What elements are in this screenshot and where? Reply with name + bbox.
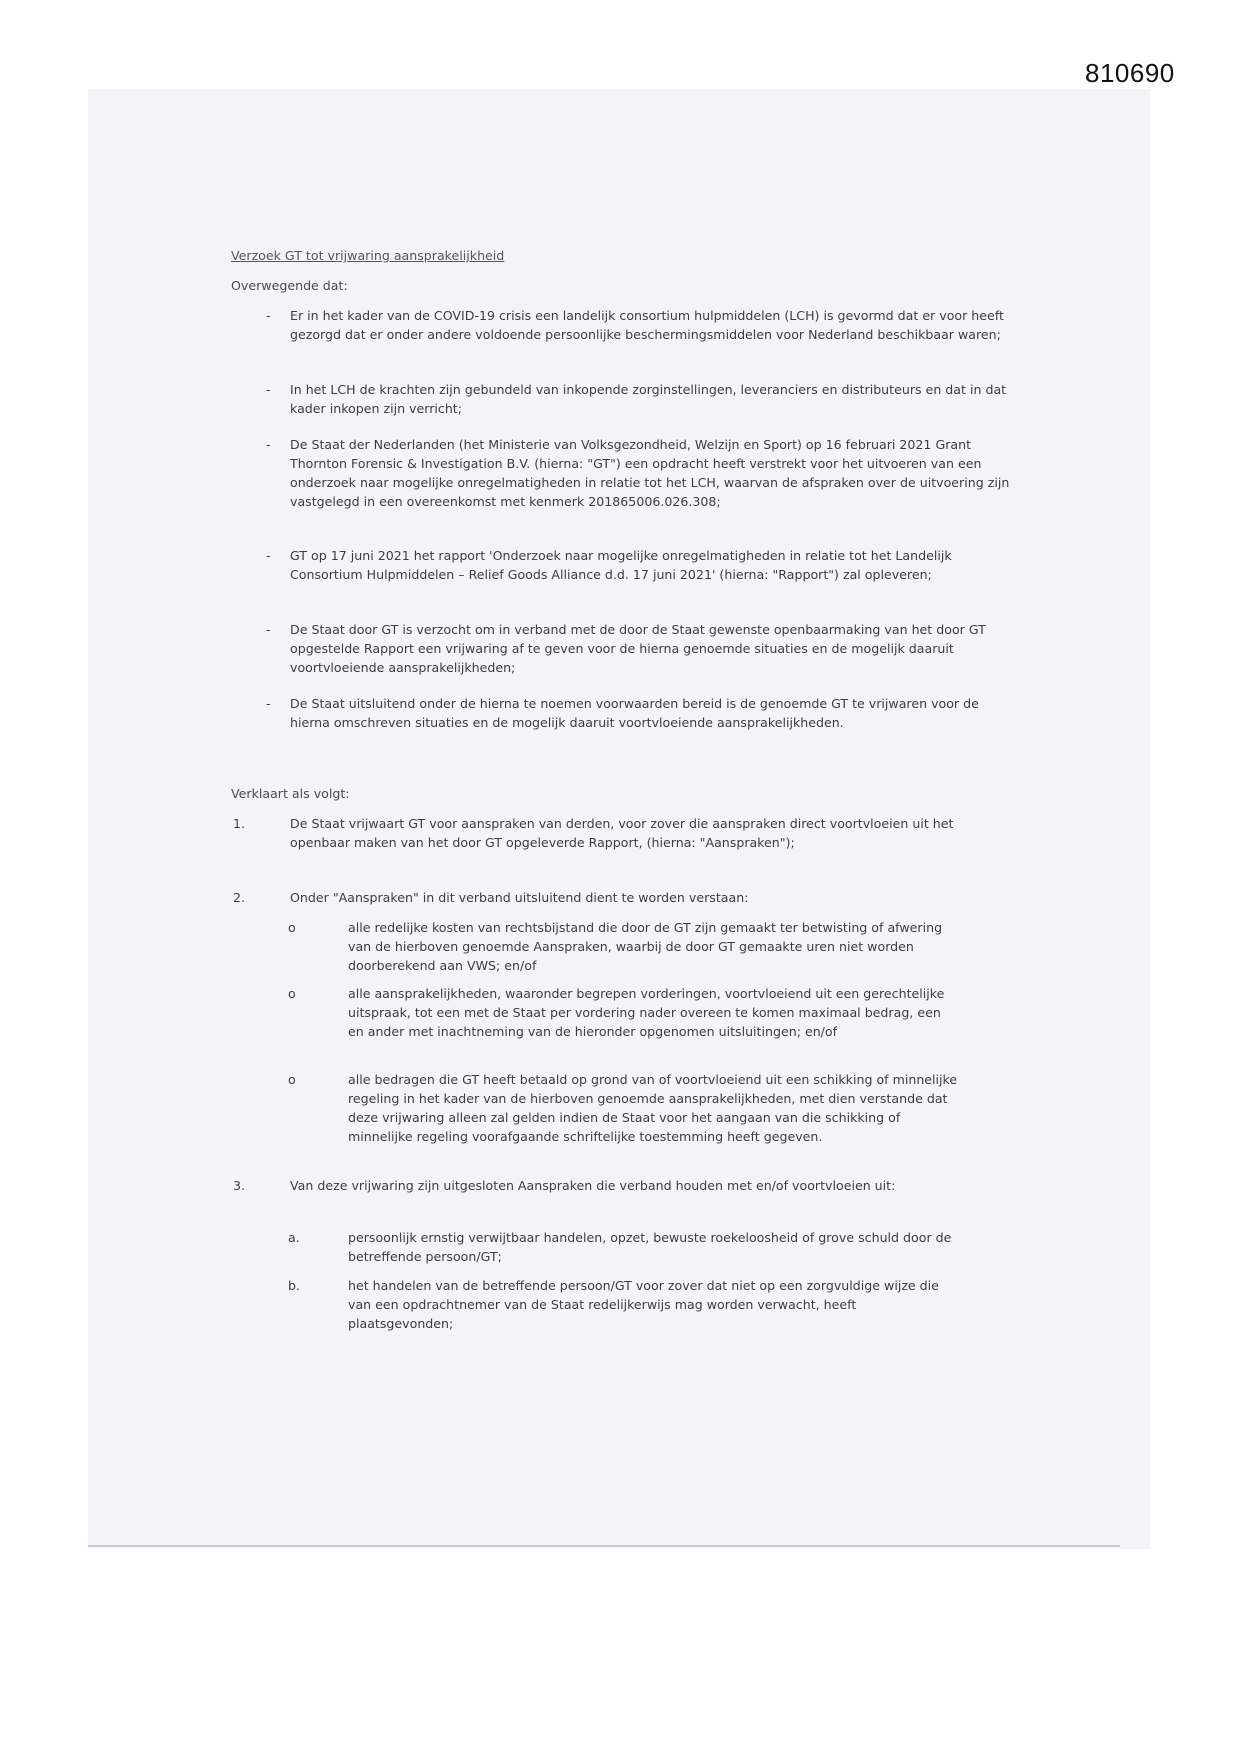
claim-subitem <box>288 918 960 975</box>
claim-subitem <box>288 1070 960 1146</box>
subitem-text: alle redelijke kosten van rechtsbijstand die door de GT zijn gemaakt ter betwisting of afwering van de hierboven genoemde Aanspraken, waarbij de door GT gemaakte uren niet worden doorberekend aan VWS; en/of <box>348 920 943 973</box>
dash-bullet-icon: - <box>266 437 271 452</box>
dash-bullet-icon: - <box>266 308 271 323</box>
item-number: 2. <box>233 890 246 905</box>
consideration-text: De Staat door GT is verzocht om in verband met de door de Staat gewenste openbaarmaking van het door GT opgestelde Rapport een vrijwaring af te geven voor de hierna genoemde situaties en de mogelijk daaruit voortvloeiende aansprakelijkheden; <box>290 622 986 675</box>
dash-bullet-icon: - <box>266 382 271 397</box>
subitem-text: alle aansprakelijkheden, waaronder begrepen vorderingen, voortvloeiend uit een gerechtelijke uitspraak, tot een met de Staat per vordering nader overeen te komen maximaal bedrag, een en ander met inachtneming van de hieronder opgenomen uitsluitingen; en/of <box>348 986 945 1039</box>
item-letter: a. <box>288 1230 300 1245</box>
consideration-item <box>231 620 1011 677</box>
declaration-text: De Staat vrijwaart GT voor aanspraken van derden, voor zover die aanspraken direct voortvloeien uit het openbaar maken van het door GT opgeleverde Rapport, (hierna: "Aanspraken"); <box>290 816 954 850</box>
consideration-item <box>231 306 1011 344</box>
document-title: Verzoek GT tot vrijwaring aansprakelijkheid <box>231 248 505 263</box>
exclusion-subitem <box>288 1276 960 1333</box>
dash-bullet-icon: - <box>266 696 271 711</box>
consideration-text: De Staat der Nederlanden (het Ministerie van Volksgezondheid, Welzijn en Sport) op 16 februari 2021 Grant Thornton Forensic & Investigation B.V. (hierna: "GT") een opdracht heeft verstrekt voor het uitvoeren van een onderzoek naar mogelijke onregelmatigheden in relatie tot het LCH, waarvan de afspraken over de uitvoering zijn vastgelegd in een overeenkomst met kenmerk 201865006.026.308; <box>290 437 1010 509</box>
declaration-label: Verklaart als volgt: <box>231 786 350 801</box>
dash-bullet-icon: - <box>266 548 271 563</box>
consideration-item <box>231 546 1011 584</box>
item-number: 1. <box>233 816 246 831</box>
consideration-text: GT op 17 juni 2021 het rapport 'Onderzoek naar mogelijke onregelmatigheden in relatie tot het Landelijk Consortium Hulpmiddelen – Relief Goods Alliance d.d. 17 juni 2021' (hierna: "Rapport") zal opleveren; <box>290 548 952 582</box>
consideration-text: In het LCH de krachten zijn gebundeld van inkopende zorginstellingen, leveranciers en distributeurs en dat in dat kader inkopen zijn verricht; <box>290 382 1007 416</box>
item-letter: b. <box>288 1278 300 1293</box>
considerations-label: Overwegende dat: <box>231 278 348 293</box>
page-id-number: 810690 <box>1085 58 1175 88</box>
consideration-text: De Staat uitsluitend onder de hierna te noemen voorwaarden bereid is de genoemde GT te vrijwaren voor de hierna omschreven situaties en de mogelijk daaruit voortvloeiende aansprakelijkheden. <box>290 696 979 730</box>
consideration-item <box>231 435 1011 511</box>
scan-bottom-edge-divider <box>88 1545 1120 1547</box>
circle-bullet-icon: o <box>288 1072 296 1087</box>
subitem-text: persoonlijk ernstig verwijtbaar handelen, opzet, bewuste roekeloosheid of grove schuld door de betreffende persoon/GT; <box>348 1230 952 1264</box>
circle-bullet-icon: o <box>288 986 296 1001</box>
declaration-item <box>231 888 1011 907</box>
exclusion-subitem <box>288 1228 960 1266</box>
declaration-item <box>231 814 1011 852</box>
consideration-text: Er in het kader van de COVID-19 crisis een landelijk consortium hulpmiddelen (LCH) is gevormd dat er voor heeft gezorgd dat er onder andere voldoende persoonlijke beschermingsmiddelen voor Nederland beschikbaar waren; <box>290 308 1004 342</box>
subitem-text: alle bedragen die GT heeft betaald op grond van of voortvloeiend uit een schikking of minnelijke regeling in het kader van de hierboven genoemde aansprakelijkheden, met dien verstande dat deze vrijwaring alleen zal gelden indien de Staat voor het aangaan van die schikking of minnelijke regeling voorafgaande schriftelijke toestemming heeft gegeven. <box>348 1072 958 1144</box>
circle-bullet-icon: o <box>288 920 296 935</box>
dash-bullet-icon: - <box>266 622 271 637</box>
subitem-text: het handelen van de betreffende persoon/GT voor zover dat niet op een zorgvuldige wijze die van een opdrachtnemer van de Staat redelijkerwijs mag worden verwacht, heeft plaatsgevonden; <box>348 1278 939 1331</box>
declaration-text: Van deze vrijwaring zijn uitgesloten Aanspraken die verband houden met en/of voortvloeien uit: <box>290 1178 896 1193</box>
declaration-item <box>231 1176 1011 1195</box>
consideration-item <box>231 380 1011 418</box>
declaration-text: Onder "Aanspraken" in dit verband uitsluitend dient te worden verstaan: <box>290 890 749 905</box>
item-number: 3. <box>233 1178 246 1193</box>
consideration-item <box>231 694 1011 732</box>
claim-subitem <box>288 984 960 1041</box>
